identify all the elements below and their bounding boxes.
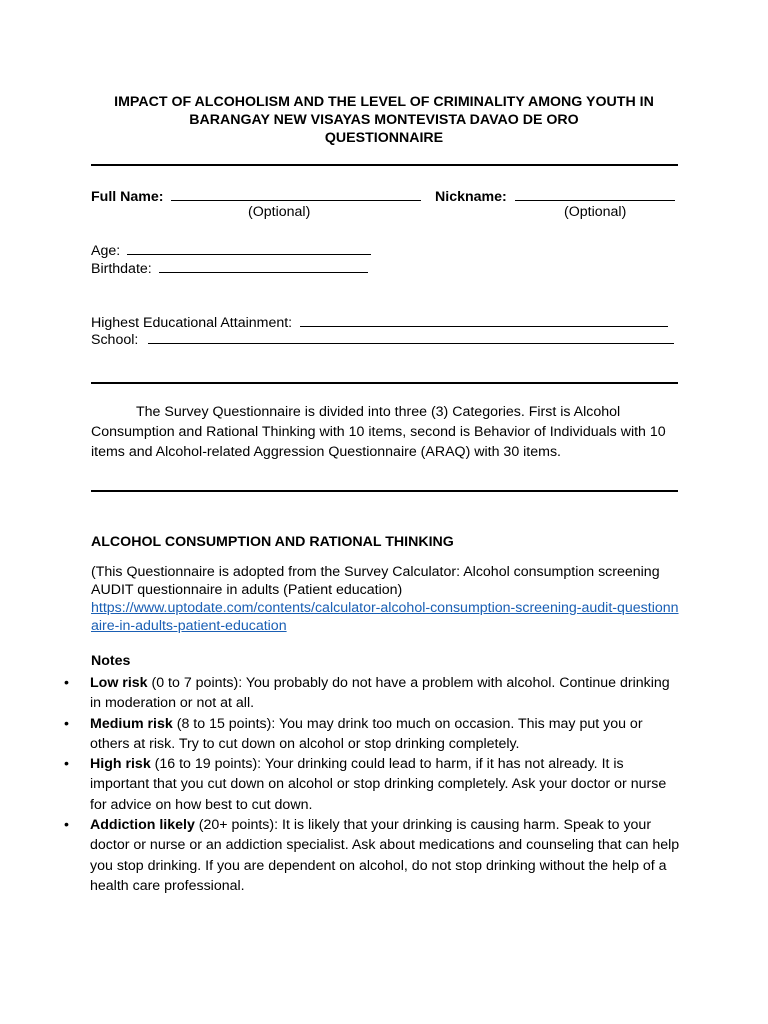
nickname-row — [435, 186, 675, 205]
full-name-optional-note: (Optional) — [248, 204, 311, 220]
note-text: (20+ points): It is likely that your drinking is causing harm. Speak to your doctor or nurse or an addiction specialist. Ask about medications and counseling that can help you stop drinking. If you are dependent on alcohol, do not stop drinking without the help of a health care professional. — [90, 817, 680, 894]
school-field[interactable] — [148, 329, 674, 344]
birthdate-field[interactable] — [159, 258, 368, 273]
section-heading: ALCOHOL CONSUMPTION AND RATIONAL THINKING — [91, 534, 454, 550]
source-text: (This Questionnaire is adopted from the Survey Calculator: Alcohol consumption screening AUDIT questionnaire in adults (Patient education) — [91, 564, 660, 598]
document-title — [80, 93, 688, 147]
divider-bottom — [91, 490, 678, 492]
note-term: Medium risk — [90, 715, 173, 732]
note-text: (16 to 19 points): Your drinking could lead to harm, if it has not already. It is important that you cut down on alcohol or stop drinking completely. Ask your doctor or nurse for advice on how best to cut down. — [90, 756, 667, 813]
school-label: School: — [91, 332, 139, 348]
source-link[interactable]: https://www.uptodate.com/contents/calculator-alcohol-consumption-screening-audit-questionnaire-in-adults-patient-education — [91, 600, 679, 634]
note-text: (8 to 15 points): You may drink too much on occasion. This may put you or others at risk. Try to cut down on alcohol or stop drinking completely. — [90, 715, 643, 752]
intro-paragraph: The Survey Questionnaire is divided into three (3) Categories. First is Alcohol Consumption and Rational Thinking with 10 items, second is Behavior of Individuals with 10 items and Alcohol-related Aggression Questionnaire (ARAQ) with 30 items. — [91, 404, 666, 460]
notes-list — [64, 673, 684, 896]
note-text: (0 to 7 points): You probably do not have a problem with alcohol. Continue drinking in moderation or not at all. — [90, 675, 670, 712]
note-term: Low risk — [90, 675, 148, 691]
school-row — [91, 329, 674, 348]
bullet-icon: • — [64, 817, 69, 834]
list-item — [64, 815, 684, 896]
education-field[interactable] — [300, 312, 668, 327]
nickname-label: Nickname: — [435, 189, 507, 205]
divider-top — [91, 164, 678, 166]
title-line-2: BARANGAY NEW VISAYAS MONTEVISTA DAVAO DE ORO — [189, 112, 579, 128]
bullet-icon: • — [64, 756, 69, 773]
full-name-field[interactable] — [171, 186, 421, 201]
education-label: Highest Educational Attainment: — [91, 315, 293, 331]
note-term: High risk — [90, 756, 151, 773]
nickname-optional-note: (Optional) — [564, 204, 627, 220]
full-name-row — [91, 186, 421, 205]
age-row — [91, 240, 371, 259]
title-line-1: IMPACT OF ALCOHOLISM AND THE LEVEL OF CRIMINALITY AMONG YOUTH IN — [114, 94, 654, 110]
source-paragraph — [91, 563, 681, 635]
full-name-label: Full Name: — [91, 189, 164, 205]
title-line-3: QUESTIONNAIRE — [324, 130, 444, 146]
notes-heading: Notes — [91, 653, 131, 669]
note-term: Addiction likely — [90, 817, 195, 834]
bullet-icon: • — [64, 715, 69, 732]
list-item — [64, 714, 684, 755]
nickname-field[interactable] — [515, 186, 675, 201]
birthdate-label: Birthdate: — [91, 261, 152, 277]
age-label: Age: — [91, 243, 121, 259]
bullet-icon: • — [64, 675, 69, 691]
birthdate-row — [91, 258, 368, 277]
divider-middle — [91, 382, 678, 384]
list-item — [64, 673, 684, 714]
list-item — [64, 754, 684, 815]
age-field[interactable] — [127, 240, 371, 255]
